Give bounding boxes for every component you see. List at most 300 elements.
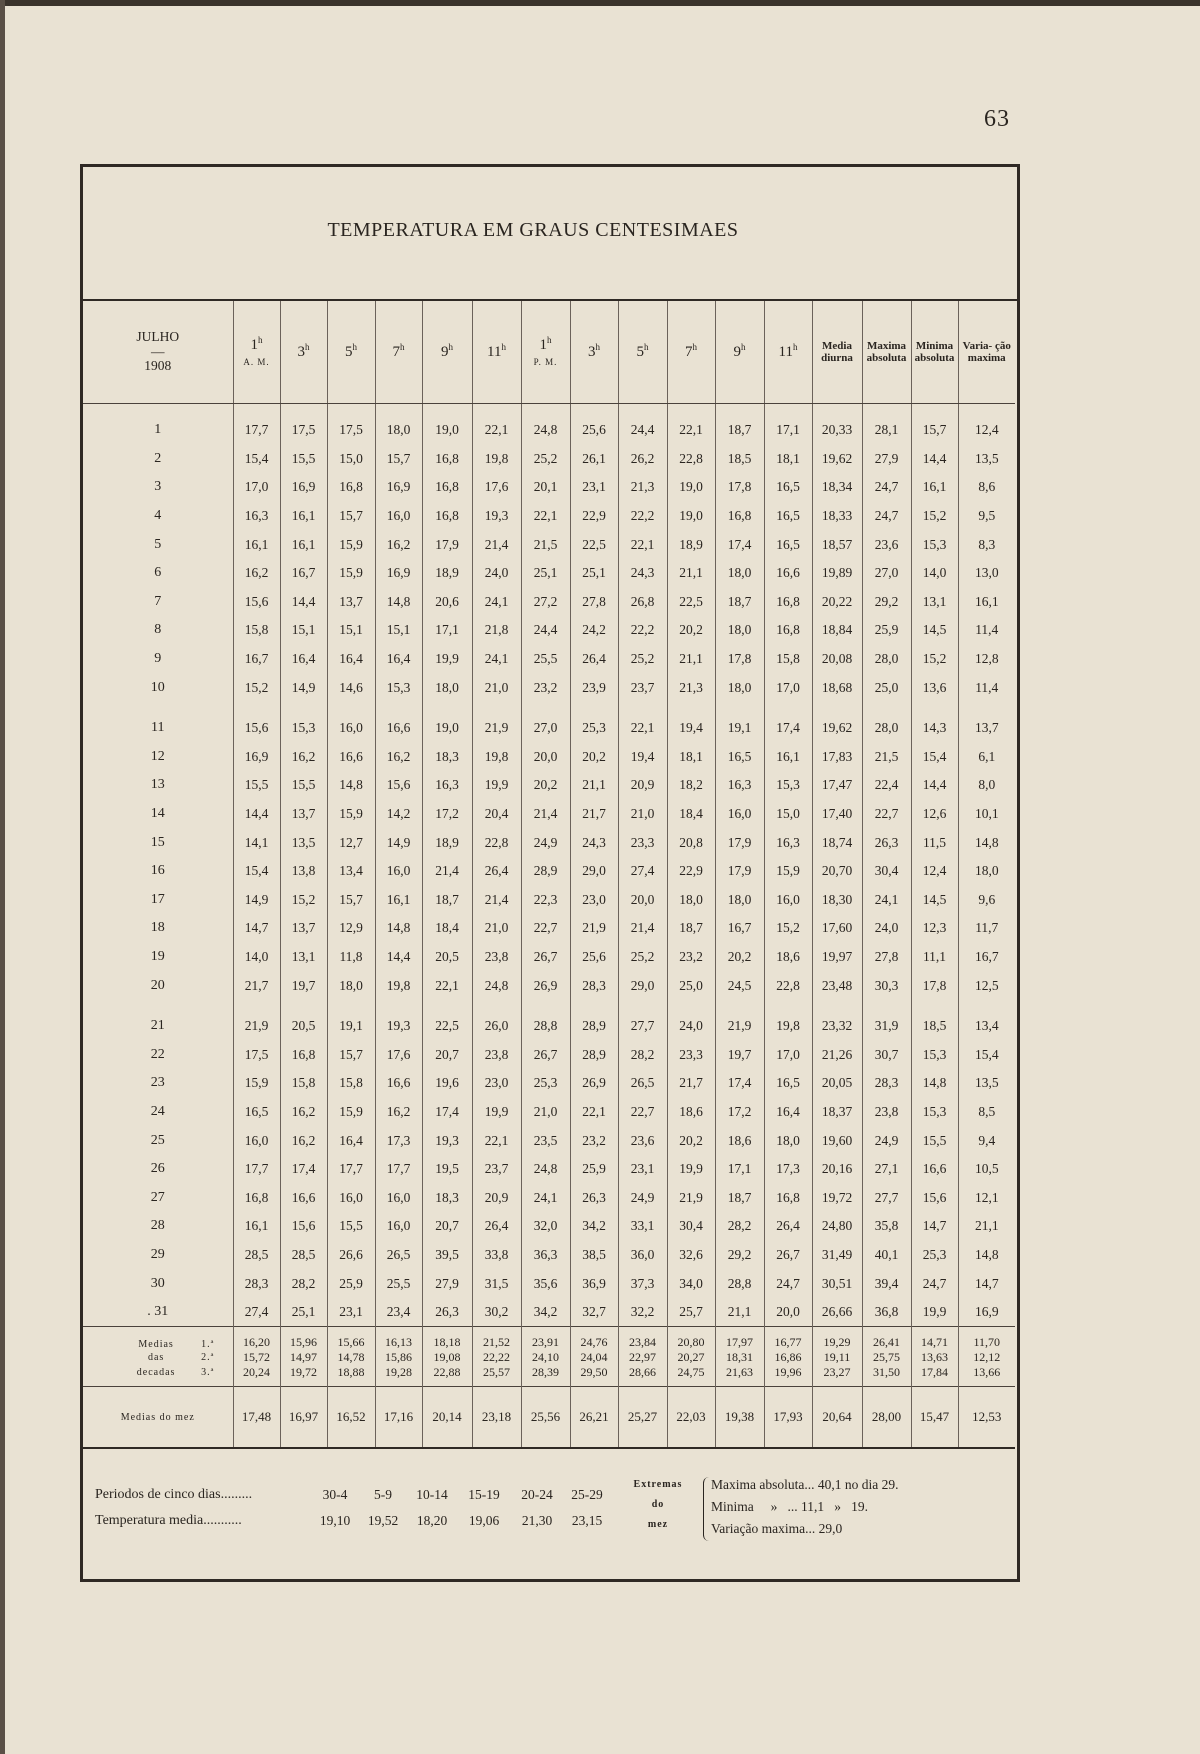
- hour-col: 1$^h$ P. M.: [521, 301, 570, 404]
- temperature-cell: 18,0: [715, 886, 764, 915]
- temperature-cell: 15,3: [911, 1098, 958, 1127]
- day-number: 3: [154, 479, 162, 495]
- decada-value: 21,52: [472, 1327, 521, 1351]
- decada-value: 19,08: [422, 1350, 472, 1365]
- year-label: 1908: [144, 358, 172, 374]
- day-number: 8: [154, 622, 162, 638]
- temperature-cell: 19,89: [812, 559, 862, 588]
- temperature-cell: 15,2: [280, 886, 327, 915]
- decada-value: 26,41: [862, 1327, 911, 1351]
- temperature-cell: 30,4: [862, 857, 911, 886]
- temperature-cell: 21,5: [862, 743, 911, 772]
- temperature-cell: 12,7: [327, 828, 375, 857]
- decada-value: 28,66: [618, 1365, 667, 1387]
- temperature-cell: 24,7: [764, 1269, 812, 1298]
- temperature-cell: 19,9: [667, 1155, 715, 1184]
- temperature-cell: 16,1: [958, 588, 1015, 617]
- temperature-cell: 32,2: [618, 1298, 667, 1327]
- temperature-cell: 39,4: [862, 1269, 911, 1298]
- temperature-cell: 16,5: [764, 502, 812, 531]
- temperature-cell: 19,3: [375, 1000, 422, 1041]
- temperature-cell: 19,1: [715, 702, 764, 743]
- periodo-value: 30-4: [322, 1487, 348, 1502]
- temperature-cell: 23,9: [570, 673, 618, 702]
- temperature-cell: 16,8: [422, 502, 472, 531]
- temperature-cell: 21,7: [233, 971, 280, 1000]
- temperature-cell: 27,0: [521, 702, 570, 743]
- temperature-cell: 22,1: [618, 530, 667, 559]
- temperature-cell: 23,8: [472, 1040, 521, 1069]
- table-row: [83, 404, 1015, 445]
- temperature-cell: 18,37: [812, 1098, 862, 1127]
- temperature-cell: 8,0: [958, 771, 1015, 800]
- table-row: [83, 445, 1015, 474]
- temperature-cell: 22,2: [618, 616, 667, 645]
- temperature-cell: 19,1: [327, 1000, 375, 1041]
- temperature-cell: 24,8: [521, 1155, 570, 1184]
- temperatura-media-value: 18,20: [416, 1513, 448, 1528]
- temperature-cell: 15,6: [233, 588, 280, 617]
- temperature-cell: 30,51: [812, 1269, 862, 1298]
- mes-value: 25,56: [521, 1387, 570, 1449]
- temperature-cell: 17,9: [715, 828, 764, 857]
- temperature-cell: 17,3: [375, 1126, 422, 1155]
- decada-value: 19,29: [812, 1327, 862, 1351]
- table-row: [83, 473, 1015, 502]
- temperature-cell: 27,9: [862, 445, 911, 474]
- temperature-cell: 17,0: [764, 1040, 812, 1069]
- temperature-cell: 10,1: [958, 800, 1015, 829]
- temperatura-media-label: Temperatura media...........: [95, 1513, 242, 1528]
- temperature-cell: 15,8: [327, 1069, 375, 1098]
- temperature-cell: 24,5: [715, 971, 764, 1000]
- temperature-cell: 15,7: [327, 1040, 375, 1069]
- temperature-cell: 18,7: [422, 886, 472, 915]
- decada-value: 28,39: [521, 1365, 570, 1387]
- mes-value: 22,03: [667, 1387, 715, 1449]
- temperature-cell: 16,1: [233, 1212, 280, 1241]
- table-title: TEMPERATURA EM GRAUS CENTESIMAES: [327, 219, 739, 241]
- temperature-cell: 16,8: [280, 1040, 327, 1069]
- day-number: 21: [150, 1018, 165, 1034]
- temperature-cell: 16,0: [715, 800, 764, 829]
- temperature-cell: 14,8: [958, 1241, 1015, 1270]
- day-number: 11: [151, 720, 165, 736]
- temperature-cell: 12,8: [958, 645, 1015, 674]
- table-row: [83, 1212, 1015, 1241]
- day-number: 20: [150, 977, 165, 993]
- temperature-cell: 25,9: [862, 616, 911, 645]
- temperature-cell: 19,8: [375, 971, 422, 1000]
- temperature-cell: 27,9: [422, 1269, 472, 1298]
- decada-value: 13,63: [911, 1350, 958, 1365]
- temperature-cell: 23,7: [472, 1155, 521, 1184]
- temperature-cell: 19,97: [812, 943, 862, 972]
- table-row: [83, 1040, 1015, 1069]
- temperature-cell: 22,8: [472, 828, 521, 857]
- decada-label-text: Medias: [138, 1339, 174, 1351]
- temperature-cell: 30,3: [862, 971, 911, 1000]
- temperature-cell: 28,5: [280, 1241, 327, 1270]
- minima-line: Minima » ... 11,1 » 19.: [711, 1499, 868, 1514]
- table-row: [83, 502, 1015, 531]
- table-row: [83, 743, 1015, 772]
- temperature-cell: 32,7: [570, 1298, 618, 1327]
- temperature-cell: 22,1: [521, 502, 570, 531]
- decada-value: 21,63: [715, 1365, 764, 1387]
- decada-value: 19,72: [280, 1365, 327, 1387]
- temperature-cell: 13,5: [958, 445, 1015, 474]
- temperature-cell: 22,7: [862, 800, 911, 829]
- table-row: [83, 771, 1015, 800]
- temperature-cell: 16,9: [375, 473, 422, 502]
- temperature-cell: 13,5: [958, 1069, 1015, 1098]
- temperature-cell: 26,7: [521, 943, 570, 972]
- temperature-cell: 13,1: [280, 943, 327, 972]
- temperature-cell: 21,4: [472, 886, 521, 915]
- temperatura-media-value: 23,15: [571, 1513, 603, 1528]
- temperature-cell: 19,3: [422, 1126, 472, 1155]
- temperature-cell: 22,7: [618, 1098, 667, 1127]
- temperature-cell: 14,3: [911, 702, 958, 743]
- medias-do-mez-label: Medias do mez: [83, 1387, 233, 1449]
- table-row: [83, 1126, 1015, 1155]
- temperature-cell: 26,3: [570, 1183, 618, 1212]
- temperature-cell: 22,2: [618, 502, 667, 531]
- temperature-cell: 27,2: [521, 588, 570, 617]
- temperature-cell: 13,7: [280, 914, 327, 943]
- temperature-cell: 23,2: [570, 1126, 618, 1155]
- temperature-cell: 28,9: [570, 1000, 618, 1041]
- temperature-cell: 15,2: [764, 914, 812, 943]
- temperature-cell: 26,4: [764, 1212, 812, 1241]
- decada-value: 19,11: [812, 1350, 862, 1365]
- temperature-cell: 21,7: [667, 1069, 715, 1098]
- temperature-cell: 24,80: [812, 1212, 862, 1241]
- footer-summary: [83, 1459, 1017, 1577]
- temperature-cell: 28,2: [715, 1212, 764, 1241]
- temperature-cell: 16,3: [422, 771, 472, 800]
- temperature-cell: 23,32: [812, 1000, 862, 1041]
- temperature-cell: 23,2: [521, 673, 570, 702]
- temperature-cell: 26,4: [472, 1212, 521, 1241]
- decada-value: 12,12: [958, 1350, 1015, 1365]
- temperature-cell: 15,3: [375, 673, 422, 702]
- temperature-cell: 21,9: [233, 1000, 280, 1041]
- header-row: [83, 301, 1015, 404]
- temperature-cell: 36,9: [570, 1269, 618, 1298]
- temperature-cell: 19,7: [280, 971, 327, 1000]
- decada-value: 16,13: [375, 1327, 422, 1351]
- temperature-cell: 8,3: [958, 530, 1015, 559]
- temperature-cell: 23,8: [472, 943, 521, 972]
- temperature-cell: 15,5: [233, 771, 280, 800]
- temperature-cell: 36,3: [521, 1241, 570, 1270]
- temperature-cell: 26,66: [812, 1298, 862, 1327]
- temperature-cell: 31,49: [812, 1241, 862, 1270]
- temperature-cell: 17,4: [715, 530, 764, 559]
- temperature-cell: 15,3: [280, 702, 327, 743]
- decada-value: 20,24: [233, 1365, 280, 1387]
- temperature-cell: 15,9: [327, 530, 375, 559]
- temperature-cell: 13,6: [911, 673, 958, 702]
- temperature-cell: 26,9: [521, 971, 570, 1000]
- temperature-cell: 16,2: [280, 1098, 327, 1127]
- temperature-cell: 23,1: [570, 473, 618, 502]
- day-number: 15: [150, 834, 165, 850]
- decada-value: 24,04: [570, 1350, 618, 1365]
- temperature-cell: 18,68: [812, 673, 862, 702]
- temperature-cell: 15,6: [233, 702, 280, 743]
- temperature-cell: 15,9: [327, 559, 375, 588]
- temperature-cell: 27,4: [618, 857, 667, 886]
- temperature-cell: 21,1: [570, 771, 618, 800]
- temperature-cell: 18,6: [764, 943, 812, 972]
- hour-col: 9$^h$: [422, 301, 472, 404]
- temperature-cell: 16,5: [764, 473, 812, 502]
- temperature-cell: 24,9: [862, 1126, 911, 1155]
- temperature-cell: 15,4: [233, 857, 280, 886]
- temperature-cell: 12,5: [958, 971, 1015, 1000]
- decada-label: [83, 1365, 233, 1387]
- periodos-label: Periodos de cinco dias.........: [95, 1487, 253, 1502]
- temperature-cell: 13,0: [958, 559, 1015, 588]
- decada-value: 22,88: [422, 1365, 472, 1387]
- temperature-cell: 18,4: [422, 914, 472, 943]
- decada-value: 19,96: [764, 1365, 812, 1387]
- temperature-cell: 15,6: [280, 1212, 327, 1241]
- temperature-cell: 30,2: [472, 1298, 521, 1327]
- temperature-cell: 29,2: [715, 1241, 764, 1270]
- temperature-cell: 25,6: [570, 404, 618, 445]
- table-row: [83, 1269, 1015, 1298]
- temperature-cell: 26,7: [764, 1241, 812, 1270]
- temperature-cell: 11,1: [911, 943, 958, 972]
- table-row: [83, 857, 1015, 886]
- page-number: 63: [984, 106, 1010, 132]
- temperature-cell: 18,5: [715, 445, 764, 474]
- temperature-cell: 20,22: [812, 588, 862, 617]
- mes-value: 16,52: [327, 1387, 375, 1449]
- temperature-cell: 26,1: [570, 445, 618, 474]
- temperature-cell: 14,4: [911, 771, 958, 800]
- temperature-cell: 16,0: [375, 1183, 422, 1212]
- temperature-cell: 14,2: [375, 800, 422, 829]
- temperature-cell: 21,0: [472, 673, 521, 702]
- temperature-cell: 14,7: [911, 1212, 958, 1241]
- temperature-table: [83, 301, 1015, 1449]
- temperature-cell: 19,62: [812, 702, 862, 743]
- temperature-cell: 23,0: [472, 1069, 521, 1098]
- temperature-cell: 12,1: [958, 1183, 1015, 1212]
- temperature-cell: 21,9: [472, 702, 521, 743]
- temperature-cell: 22,1: [472, 1126, 521, 1155]
- temperature-cell: 16,5: [715, 743, 764, 772]
- periodo-value: 20-24: [521, 1487, 553, 1502]
- temperature-cell: 17,4: [422, 1098, 472, 1127]
- temperature-cell: 25,1: [521, 559, 570, 588]
- decada-value: 25,75: [862, 1350, 911, 1365]
- temperature-cell: 29,0: [570, 857, 618, 886]
- temperature-cell: 16,6: [764, 559, 812, 588]
- temperature-cell: 17,3: [764, 1155, 812, 1184]
- temperature-cell: 15,7: [375, 445, 422, 474]
- decada-label: [83, 1327, 233, 1351]
- temperature-cell: 25,9: [570, 1155, 618, 1184]
- table-row: [83, 530, 1015, 559]
- temperature-cell: 16,8: [233, 1183, 280, 1212]
- mes-value: 12,53: [958, 1387, 1015, 1449]
- temperature-cell: 15,2: [911, 502, 958, 531]
- temperature-cell: 20,2: [570, 743, 618, 772]
- temperature-cell: 34,0: [667, 1269, 715, 1298]
- temperature-cell: 16,2: [375, 530, 422, 559]
- temperature-cell: 16,9: [233, 743, 280, 772]
- temperature-cell: 26,5: [375, 1241, 422, 1270]
- temperature-cell: 22,8: [667, 445, 715, 474]
- temperature-cell: 15,0: [764, 800, 812, 829]
- temperature-cell: 11,8: [327, 943, 375, 972]
- temperature-cell: 25,7: [667, 1298, 715, 1327]
- temperature-cell: 28,0: [862, 645, 911, 674]
- temperature-cell: 16,1: [280, 502, 327, 531]
- temperature-cell: 27,8: [570, 588, 618, 617]
- temperature-cell: 14,8: [327, 771, 375, 800]
- table-row: [83, 673, 1015, 702]
- temperature-cell: 20,0: [764, 1298, 812, 1327]
- temperature-cell: 20,08: [812, 645, 862, 674]
- day-number: 28: [150, 1218, 165, 1234]
- temperature-cell: 19,9: [472, 771, 521, 800]
- temperature-cell: 23,4: [375, 1298, 422, 1327]
- temperature-cell: 9,5: [958, 502, 1015, 531]
- media-diurna-header: Media diurna: [812, 301, 862, 404]
- temperature-cell: 19,5: [422, 1155, 472, 1184]
- decada-value: 13,66: [958, 1365, 1015, 1387]
- temperature-cell: 16,3: [715, 771, 764, 800]
- temperature-cell: 24,4: [618, 404, 667, 445]
- temperature-cell: 18,1: [667, 743, 715, 772]
- temperature-cell: 28,3: [862, 1069, 911, 1098]
- temperature-cell: 26,8: [618, 588, 667, 617]
- temperature-cell: 16,2: [375, 1098, 422, 1127]
- temperature-cell: 20,9: [472, 1183, 521, 1212]
- temperature-cell: 16,7: [715, 914, 764, 943]
- temperature-cell: 16,4: [327, 645, 375, 674]
- temperature-cell: 15,2: [233, 673, 280, 702]
- temperature-cell: 16,6: [280, 1183, 327, 1212]
- month-label: JULHO: [136, 328, 180, 344]
- temperature-cell: 18,7: [667, 914, 715, 943]
- temperature-cell: 16,1: [375, 886, 422, 915]
- table-row: [83, 559, 1015, 588]
- decada-value: 24,76: [570, 1327, 618, 1351]
- table-row: [83, 886, 1015, 915]
- temperature-cell: 18,34: [812, 473, 862, 502]
- temperature-cell: 15,4: [233, 445, 280, 474]
- temperature-cell: 31,5: [472, 1269, 521, 1298]
- temperature-cell: 14,8: [375, 588, 422, 617]
- temperature-cell: 20,7: [422, 1212, 472, 1241]
- temperature-cell: 17,4: [715, 1069, 764, 1098]
- decada-value: 23,91: [521, 1327, 570, 1351]
- decada-value: 20,27: [667, 1350, 715, 1365]
- temperature-cell: 20,2: [521, 771, 570, 800]
- temperature-cell: 16,0: [375, 1212, 422, 1241]
- temperature-cell: 22,3: [521, 886, 570, 915]
- temperature-cell: 32,0: [521, 1212, 570, 1241]
- temperature-cell: 20,70: [812, 857, 862, 886]
- temperature-cell: 18,57: [812, 530, 862, 559]
- table-row: [83, 1098, 1015, 1127]
- mes-value: 28,00: [862, 1387, 911, 1449]
- temperature-cell: 23,5: [521, 1126, 570, 1155]
- temperature-cell: 18,3: [422, 1183, 472, 1212]
- temperature-cell: 23,1: [327, 1298, 375, 1327]
- maxima-absoluta-line: Maxima absoluta... 40,1 no dia 29.: [711, 1477, 899, 1492]
- temperature-cell: 17,8: [715, 645, 764, 674]
- temperature-cell: 20,7: [422, 1040, 472, 1069]
- decada-value: 31,50: [862, 1365, 911, 1387]
- temperature-cell: 21,0: [618, 800, 667, 829]
- medias-do-mez-row: [83, 1387, 1015, 1449]
- day-number: 27: [150, 1189, 165, 1205]
- temperature-cell: 20,9: [618, 771, 667, 800]
- temperature-cell: 17,0: [233, 473, 280, 502]
- table-row: [83, 828, 1015, 857]
- temperature-cell: 15,0: [327, 445, 375, 474]
- temperature-cell: 21,4: [521, 800, 570, 829]
- temperature-cell: 27,0: [862, 559, 911, 588]
- temperature-cell: 18,0: [327, 971, 375, 1000]
- table-row: [83, 702, 1015, 743]
- temperature-cell: 18,74: [812, 828, 862, 857]
- temperature-cell: 22,1: [618, 702, 667, 743]
- temperature-cell: 24,9: [521, 828, 570, 857]
- temperature-cell: 13,5: [280, 828, 327, 857]
- temperature-cell: 24,3: [570, 828, 618, 857]
- temperature-cell: 17,40: [812, 800, 862, 829]
- mes-value: 17,16: [375, 1387, 422, 1449]
- decada-value: 15,72: [233, 1350, 280, 1365]
- temperature-cell: 18,2: [667, 771, 715, 800]
- temperature-cell: 24,8: [472, 971, 521, 1000]
- page-left-edge: [0, 0, 5, 1754]
- temperature-cell: 18,3: [422, 743, 472, 772]
- temperature-cell: 16,3: [233, 502, 280, 531]
- temperature-cell: 16,7: [280, 559, 327, 588]
- temperature-cell: 14,8: [958, 828, 1015, 857]
- day-number: 13: [150, 777, 165, 793]
- temperature-cell: 6,1: [958, 743, 1015, 772]
- temperature-cell: 16,8: [422, 473, 472, 502]
- temperature-cell: 19,9: [472, 1098, 521, 1127]
- temperature-cell: 15,5: [280, 771, 327, 800]
- table-row: [83, 588, 1015, 617]
- temperature-cell: 21,1: [958, 1212, 1015, 1241]
- temperature-cell: 16,2: [280, 1126, 327, 1155]
- am-label: A. M.: [243, 356, 270, 367]
- temperature-cell: 20,05: [812, 1069, 862, 1098]
- temperature-cell: 36,0: [618, 1241, 667, 1270]
- day-number: 6: [154, 565, 162, 581]
- temperature-cell: 18,5: [911, 1000, 958, 1041]
- temperature-cell: 23,2: [667, 943, 715, 972]
- temperature-cell: 15,3: [764, 771, 812, 800]
- decada-value: 19,28: [375, 1365, 422, 1387]
- brace: [703, 1477, 710, 1541]
- temperature-cell: 15,9: [327, 800, 375, 829]
